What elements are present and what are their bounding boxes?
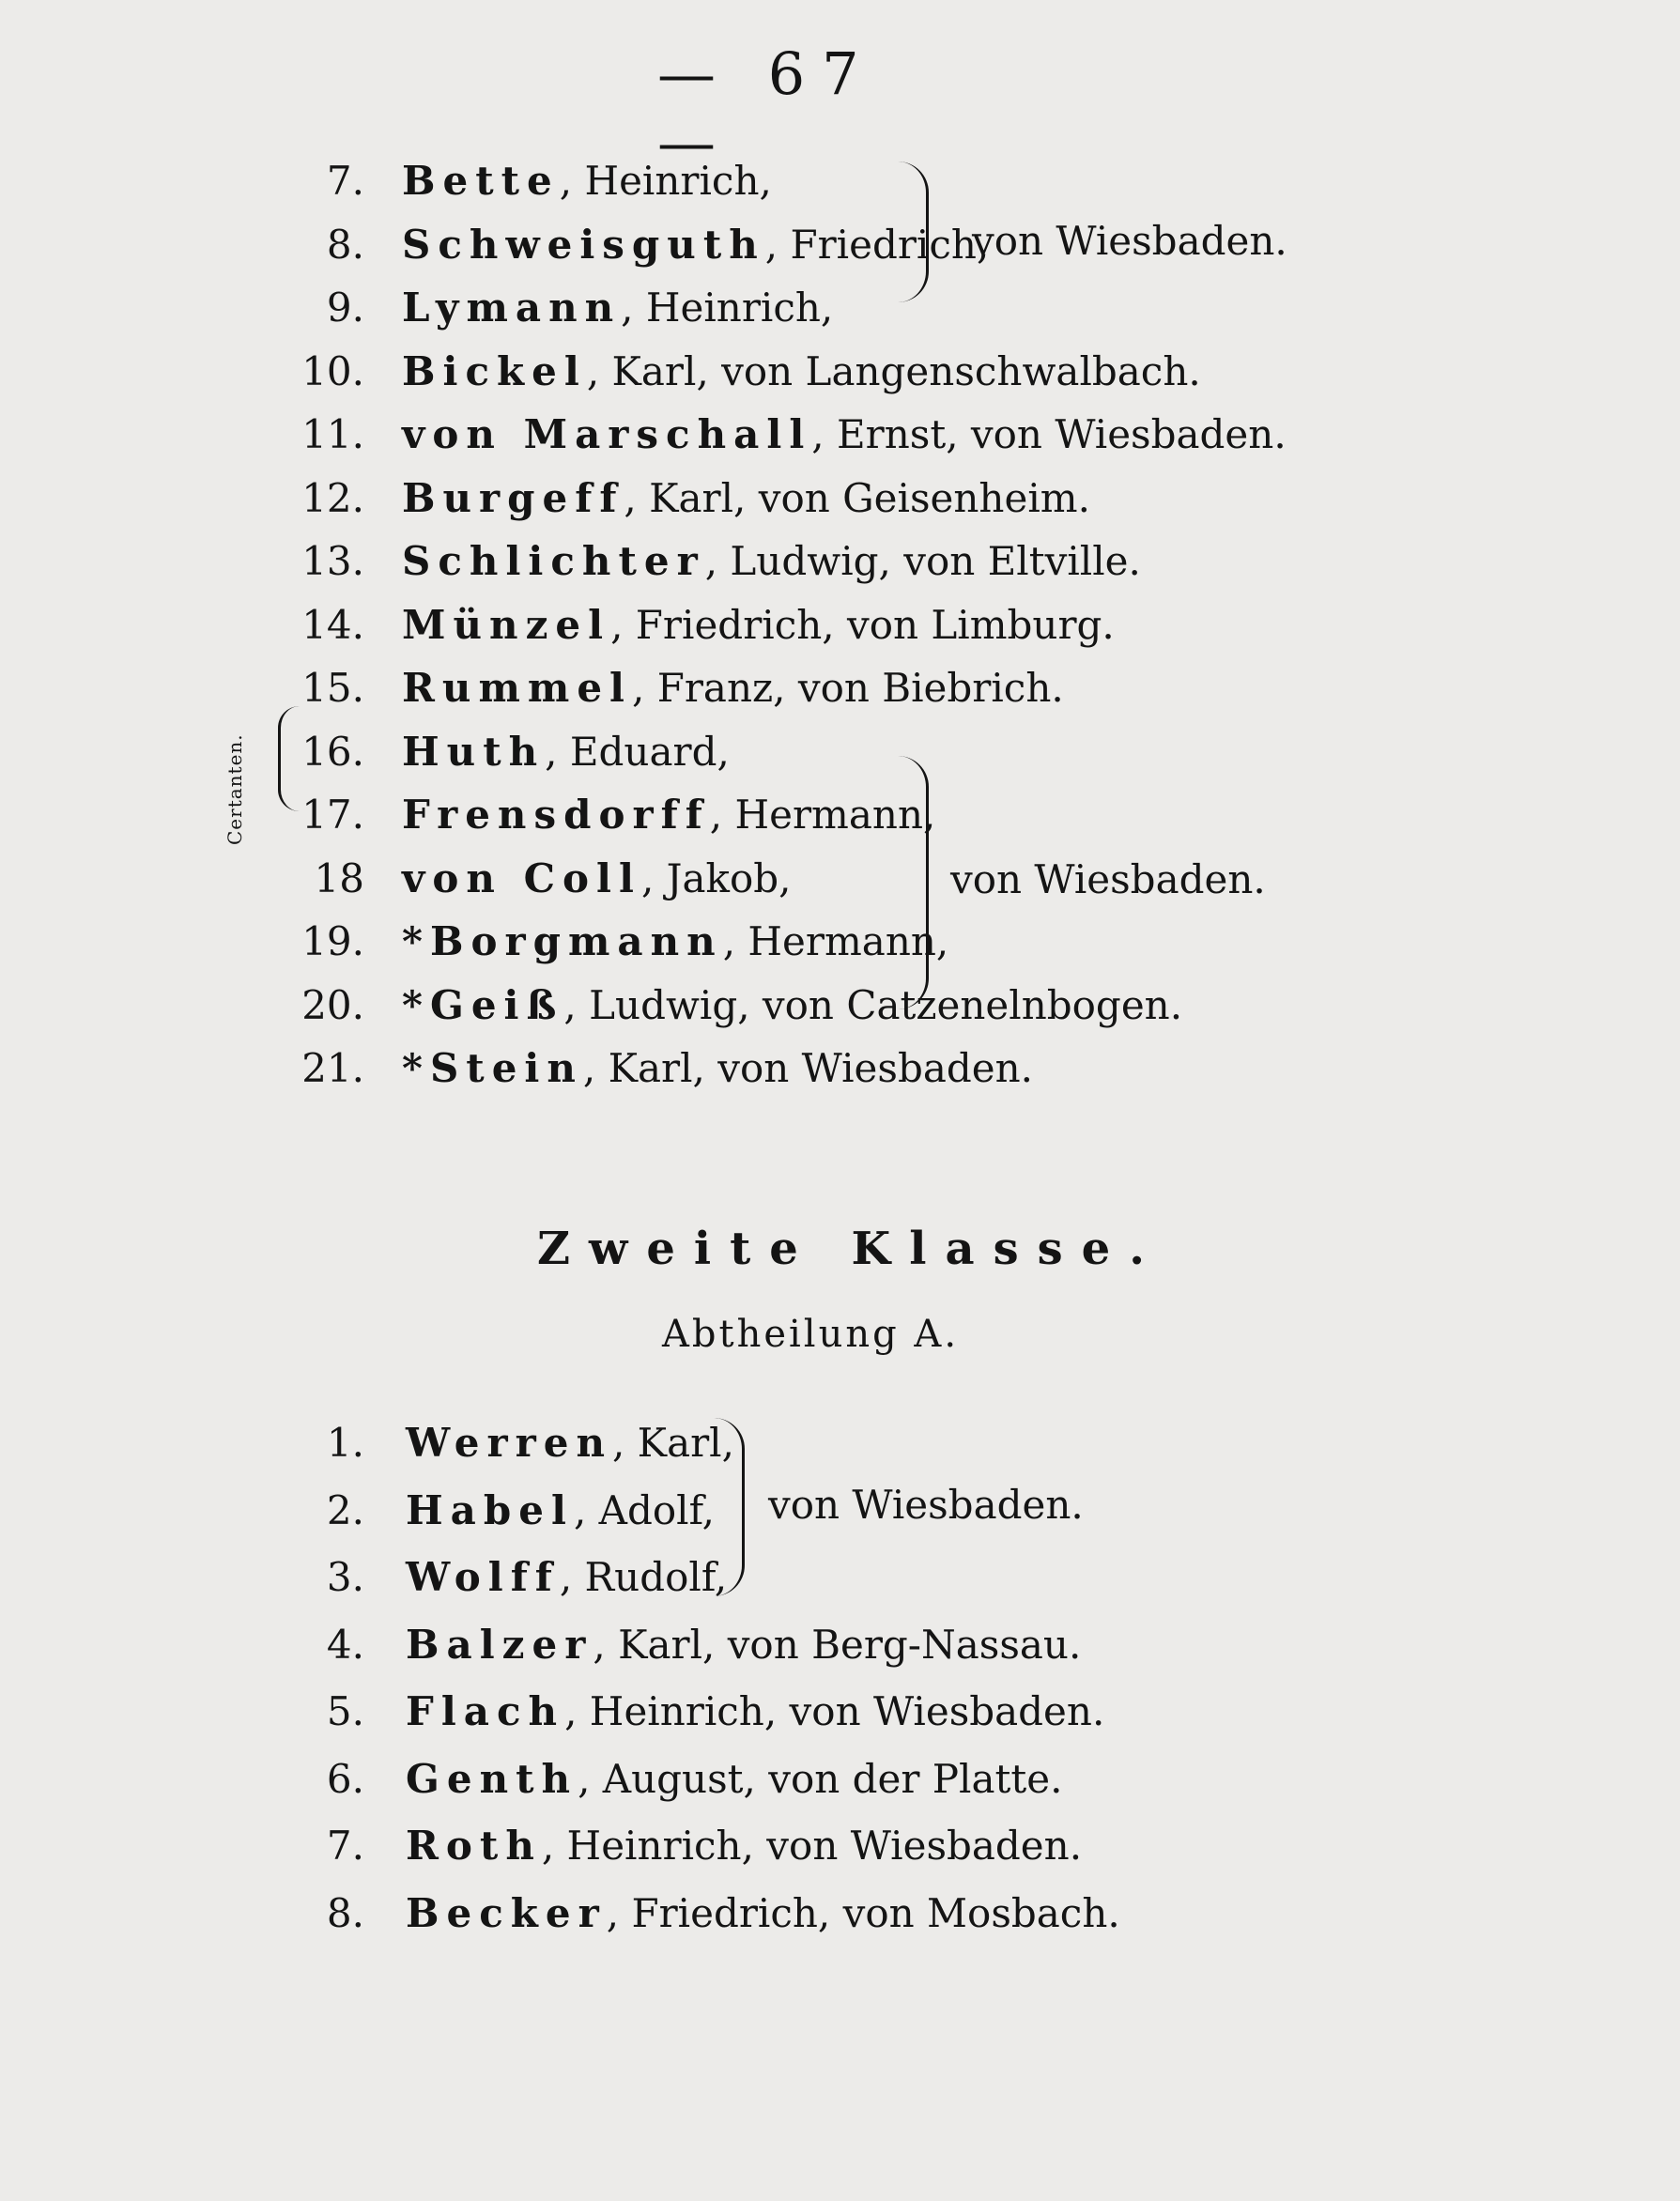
second-class-name: Flach bbox=[406, 1688, 565, 1734]
first-class-entry bbox=[402, 855, 792, 901]
second-class-detail: , Karl, von Berg-Nassau. bbox=[593, 1621, 1082, 1668]
first-class-entry bbox=[402, 285, 833, 331]
first-class-detail: , Heinrich, bbox=[621, 285, 834, 331]
first-class-detail: , Franz, von Biebrich. bbox=[632, 665, 1064, 711]
second-class-number: 1. bbox=[326, 1420, 364, 1466]
second-class-entry bbox=[406, 1890, 1120, 1936]
first-class-entry bbox=[402, 475, 1090, 521]
first-class-number: 20. bbox=[301, 981, 364, 1028]
second-class-entry bbox=[406, 1420, 734, 1466]
brace-label-1: von Wiesbaden. bbox=[972, 218, 1287, 264]
first-class-number: 18 bbox=[314, 854, 364, 901]
first-class-entry bbox=[402, 411, 1287, 457]
first-class-name: Frensdorff bbox=[402, 792, 710, 838]
first-class-name: Lymann bbox=[402, 285, 622, 331]
brace-right-1 bbox=[898, 162, 929, 302]
first-class-number: 21. bbox=[301, 1045, 364, 1091]
first-class-number: 7. bbox=[326, 158, 364, 204]
first-class-number: 14. bbox=[301, 601, 364, 648]
second-class-name: Wolff bbox=[406, 1554, 560, 1600]
first-class-entry bbox=[402, 538, 1141, 584]
first-class-detail: , Eduard, bbox=[545, 728, 730, 775]
second-class-name: Becker bbox=[406, 1889, 607, 1936]
second-class-number: 2. bbox=[326, 1486, 364, 1533]
first-class-name: Bette bbox=[402, 158, 560, 204]
first-class-number: 15. bbox=[301, 665, 364, 711]
first-class-detail: , Karl, von Langenschwalbach. bbox=[586, 347, 1201, 394]
second-class-name: Roth bbox=[406, 1823, 542, 1869]
second-class-number: 4. bbox=[326, 1621, 364, 1668]
section-heading: Zweite Klasse. bbox=[537, 1223, 1164, 1275]
first-class-name: Huth bbox=[402, 728, 546, 775]
first-class-entry bbox=[402, 1045, 1033, 1091]
first-class-entry bbox=[402, 348, 1201, 394]
second-class-entry bbox=[406, 1554, 727, 1600]
first-class-name: *Stein bbox=[402, 1045, 583, 1091]
brace-left-certanten bbox=[278, 706, 300, 811]
first-class-number: 8. bbox=[326, 221, 364, 268]
second-class-name: Werren bbox=[406, 1420, 612, 1466]
second-class-name: Balzer bbox=[406, 1621, 593, 1668]
first-class-detail: , Jakob, bbox=[640, 854, 792, 901]
first-class-name: von Coll bbox=[402, 854, 641, 901]
first-class-name: von Marschall bbox=[402, 411, 812, 457]
second-class-detail: , August, von der Platte. bbox=[578, 1755, 1063, 1802]
first-class-name: Schweisguth bbox=[402, 221, 765, 268]
second-class-name: Habel bbox=[406, 1486, 574, 1533]
first-class-number: 13. bbox=[301, 538, 364, 584]
first-class-detail: , Hermann, bbox=[722, 918, 949, 964]
first-class-name: *Borgmann bbox=[402, 918, 723, 964]
first-class-name: Bickel bbox=[402, 347, 587, 394]
first-class-detail: , Friedrich, von Limburg. bbox=[610, 601, 1115, 648]
first-class-number: 16. bbox=[301, 728, 364, 775]
second-class-entry bbox=[406, 1688, 1104, 1734]
first-class-entry bbox=[402, 792, 935, 838]
first-class-number: 12. bbox=[301, 474, 364, 521]
first-class-detail: , Ludwig, von Catzenelnbogen. bbox=[563, 981, 1183, 1028]
second-class-detail: , Karl, bbox=[611, 1420, 734, 1466]
first-class-entry bbox=[402, 158, 772, 204]
first-class-name: Burgeff bbox=[402, 474, 624, 521]
second-class-detail: , Rudolf, bbox=[559, 1554, 728, 1600]
first-class-detail: , Karl, von Wiesbaden. bbox=[582, 1045, 1034, 1091]
second-class-name: Genth bbox=[406, 1755, 578, 1802]
first-class-name: Münzel bbox=[402, 601, 611, 648]
second-class-number: 7. bbox=[326, 1823, 364, 1869]
second-class-entry bbox=[406, 1756, 1063, 1802]
brace-right-2 bbox=[898, 756, 929, 1009]
second-class-detail: , Friedrich, von Mosbach. bbox=[606, 1889, 1120, 1936]
page-number: — 67 — bbox=[657, 39, 876, 177]
brace-label-3: von Wiesbaden. bbox=[768, 1482, 1084, 1528]
first-class-number: 10. bbox=[301, 347, 364, 394]
second-class-entry bbox=[406, 1823, 1082, 1869]
first-class-entry bbox=[402, 729, 730, 775]
second-class-number: 5. bbox=[326, 1688, 364, 1734]
first-class-name: Rummel bbox=[402, 665, 632, 711]
first-class-detail: , Hermann, bbox=[709, 792, 936, 838]
second-class-detail: , Adolf, bbox=[573, 1486, 715, 1533]
second-class-entry bbox=[406, 1622, 1081, 1668]
brace-right-3 bbox=[714, 1418, 745, 1596]
first-class-number: 9. bbox=[326, 285, 364, 331]
first-class-entry bbox=[402, 918, 948, 964]
second-class-number: 6. bbox=[326, 1755, 364, 1802]
first-class-detail: , Friedrich, bbox=[764, 221, 990, 268]
first-class-detail: , Karl, von Geisenheim. bbox=[624, 474, 1090, 521]
first-class-name: Schlichter bbox=[402, 538, 705, 584]
first-class-detail: , Ernst, von Wiesbaden. bbox=[811, 411, 1287, 457]
second-class-detail: , Heinrich, von Wiesbaden. bbox=[564, 1688, 1105, 1734]
first-class-detail: , Ludwig, von Eltville. bbox=[704, 538, 1141, 584]
second-class-detail: , Heinrich, von Wiesbaden. bbox=[541, 1823, 1083, 1869]
section-subheading: Abtheilung A. bbox=[662, 1313, 960, 1356]
first-class-entry bbox=[402, 982, 1182, 1028]
first-class-number: 17. bbox=[301, 792, 364, 838]
second-class-number: 8. bbox=[326, 1889, 364, 1936]
second-class-entry bbox=[406, 1487, 715, 1533]
brace-label-2: von Wiesbaden. bbox=[950, 856, 1266, 902]
side-label: Certanten. bbox=[223, 733, 246, 845]
first-class-name: *Geiß bbox=[402, 981, 564, 1028]
first-class-number: 19. bbox=[301, 918, 364, 964]
first-class-entry bbox=[402, 665, 1064, 711]
first-class-entry bbox=[402, 602, 1115, 648]
first-class-detail: , Heinrich, bbox=[559, 158, 772, 204]
first-class-number: 11. bbox=[301, 411, 364, 457]
second-class-number: 3. bbox=[326, 1554, 364, 1600]
